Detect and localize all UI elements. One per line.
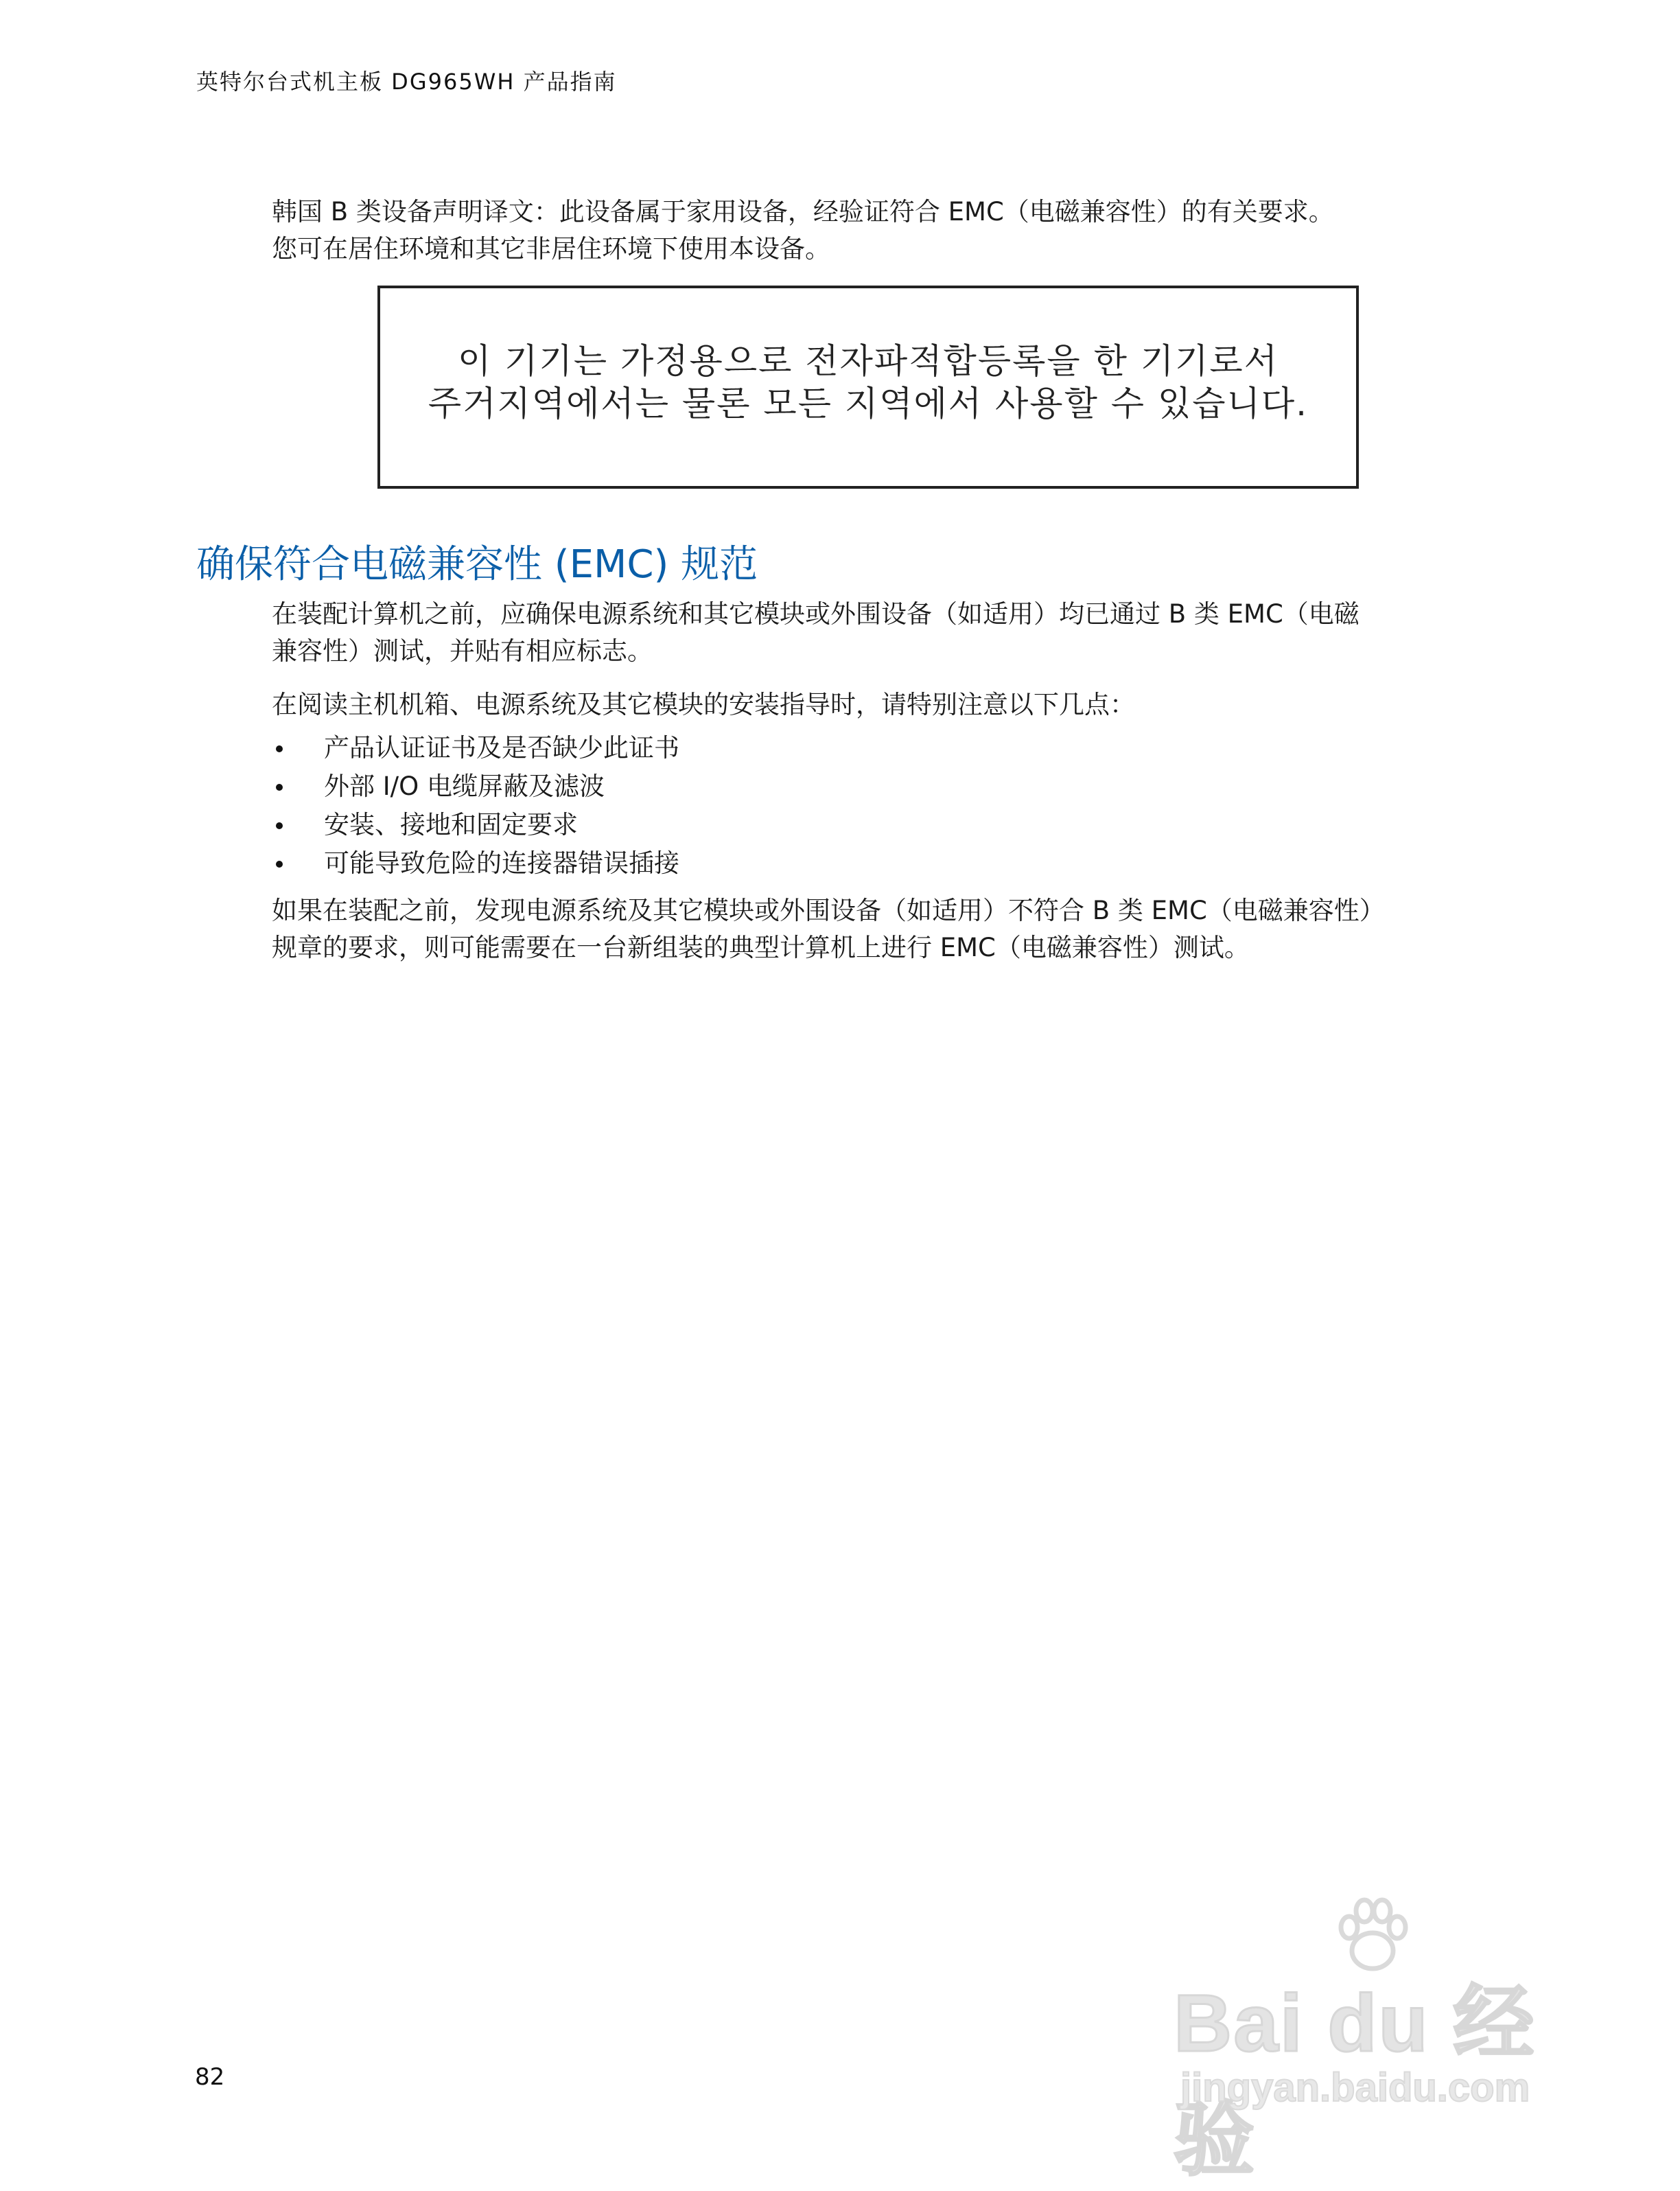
page-number: 82	[195, 2063, 225, 2091]
bullet-dot-icon	[276, 784, 283, 791]
closing-line-2: 规章的要求，则可能需要在一台新组装的典型计算机上进行 EMC（电磁兼容性）测试。	[272, 933, 1250, 962]
list-item	[272, 729, 679, 767]
korean-notice-line-2: 주거지역에서는 물론 모든 지역에서 사용할 수 있습니다.	[428, 384, 1309, 424]
baidu-jingyan-watermark	[1160, 1894, 1572, 2186]
bullet-dot-icon	[276, 745, 283, 752]
list-item-text: 外部 I/O 电缆屏蔽及滤波	[324, 772, 605, 801]
korean-notice-box	[377, 286, 1359, 489]
list-item	[272, 767, 679, 806]
reading-note: 在阅读主机机箱、电源系统及其它模块的安装指导时，请特别注意以下几点：	[272, 690, 1135, 719]
korean-notice-line-1: 이 기기는 가정용으로 전자파적합등록을 한 기기로서	[457, 341, 1279, 381]
intro-line-1: 在装配计算机之前，应确保电源系统和其它模块或外围设备（如适用）均已通过 B 类 EMC（电磁	[272, 599, 1360, 629]
bullet-dot-icon	[276, 822, 283, 829]
korea-translation-line-2: 您可在居住环境和其它非居住环境下使用本设备。	[272, 234, 830, 264]
list-item-text: 产品认证证书及是否缺少此证书	[324, 733, 679, 763]
list-item	[272, 844, 679, 883]
closing-line-1: 如果在装配之前，发现电源系统及其它模块或外围设备（如适用）不符合 B 类 EMC（电磁兼容性）	[272, 896, 1385, 925]
watermark-brand: Bai du 经验	[1174, 1978, 1536, 2186]
list-item-text: 安装、接地和固定要求	[324, 810, 578, 839]
intro-line-2: 兼容性）测试，并贴有相应标志。	[272, 636, 653, 666]
requirements-list	[272, 729, 679, 883]
list-item	[272, 806, 679, 844]
korea-translation-line-1: 韩国 B 类设备声明译文：此设备属于家用设备，经验证符合 EMC（电磁兼容性）的有关要求。	[272, 197, 1334, 227]
running-header: 英特尔台式机主板 DG965WH 产品指南	[196, 69, 617, 95]
watermark-url: jingyan.baidu.com	[1180, 2065, 1530, 2110]
section-heading: 确保符合电磁兼容性 (EMC) 规范	[196, 542, 758, 587]
list-item-text: 可能导致危险的连接器错误插接	[324, 848, 679, 878]
bullet-dot-icon	[276, 861, 283, 868]
